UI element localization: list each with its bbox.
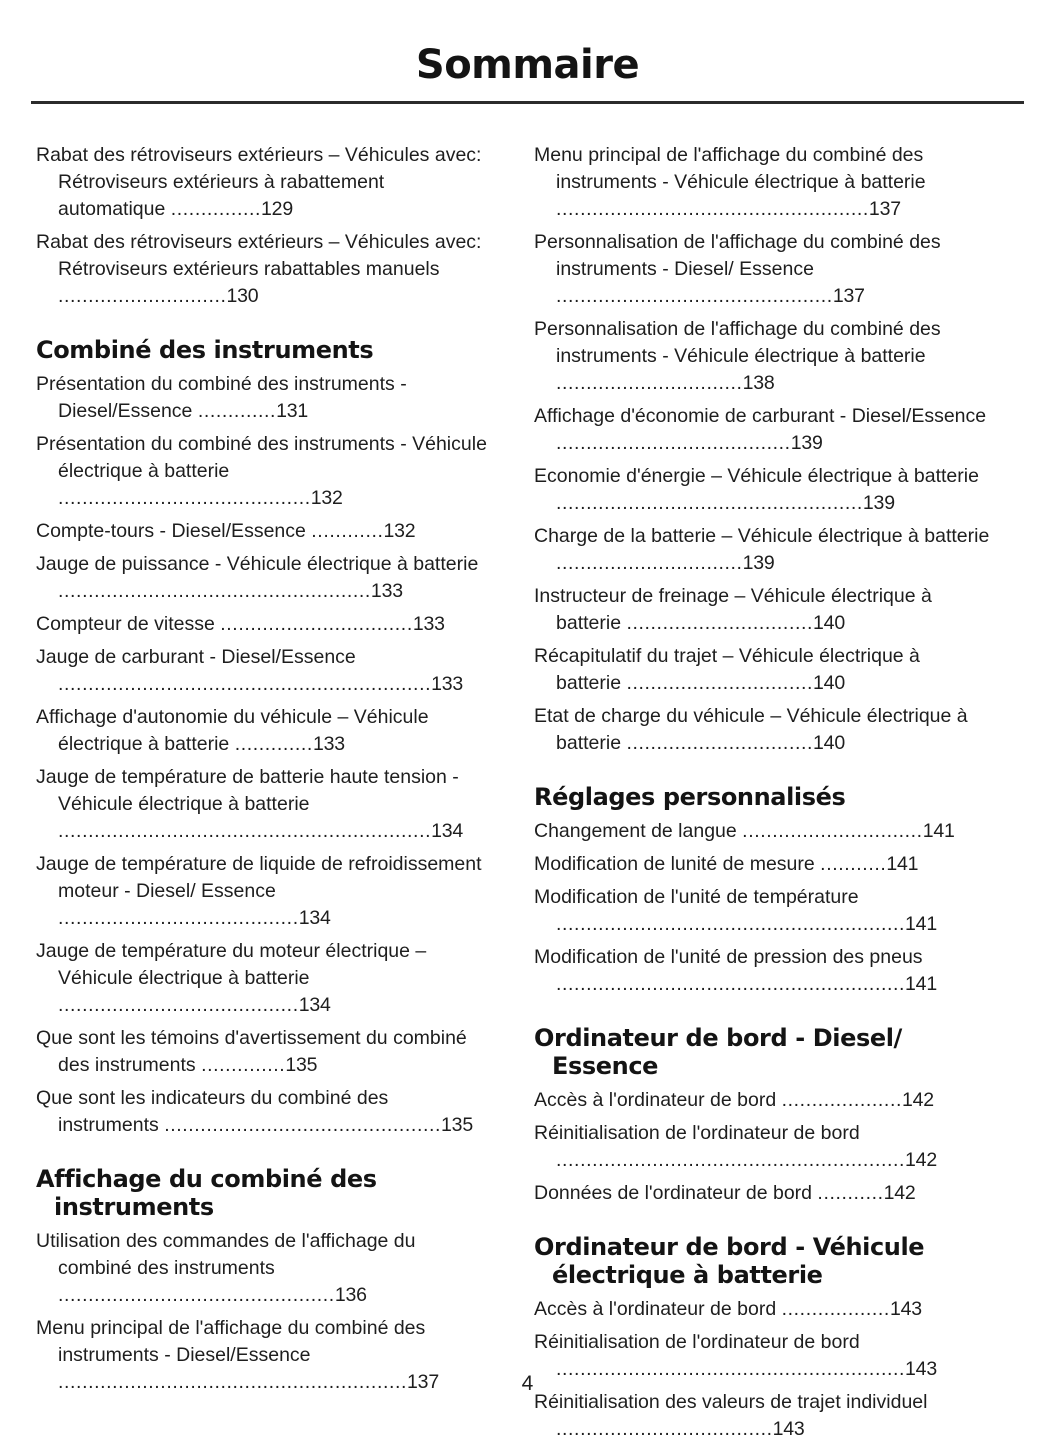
- header-divider: [31, 101, 1024, 104]
- heading-ordinateur-de-bord-electrique: Ordinateur de bord - Véhicule électrique à batterie: [534, 1233, 925, 1289]
- toc-entry-leader: ...............................: [626, 612, 814, 634]
- toc-entry-page-number: 140: [813, 732, 845, 754]
- toc-entry-leader: ..........................................................: [556, 1149, 906, 1171]
- toc-entry-title: Jauge de carburant - Diesel/Essence: [36, 646, 356, 668]
- entry-charge-de-la-batterie[interactable]: [534, 523, 990, 577]
- toc-entry-title: Jauge de puissance - Véhicule électrique à batterie: [36, 553, 479, 575]
- toc-entry-title: Présentation du combiné des instruments - Véhicule électrique à batterie: [36, 433, 487, 482]
- toc-entry-title: Que sont les témoins d'avertissement du combiné des instruments: [36, 1027, 467, 1076]
- toc-entry-page-number: 143: [772, 1418, 805, 1440]
- heading-ordinateur-de-bord-diesel: Ordinateur de bord - Diesel/ Essence: [534, 1024, 902, 1080]
- toc-entry-title: Accès à l'ordinateur de bord: [534, 1089, 782, 1111]
- toc-entry-title: Utilisation des commandes de l'affichage du combiné des instruments: [36, 1230, 416, 1279]
- entry-acces-ordinateur-de-bord-diesel[interactable]: [534, 1087, 990, 1114]
- toc-entry-leader: ..............................: [742, 820, 923, 842]
- toc-entry-leader: .......................................: [556, 432, 791, 454]
- toc-entry-leader: ...............................: [626, 732, 814, 754]
- toc-entry-page-number: 134: [298, 994, 331, 1016]
- toc-entry-title: Personnalisation de l'affichage du combiné des instruments - Diesel/ Essence: [534, 231, 941, 280]
- toc-entry-page-number: 135: [441, 1114, 473, 1136]
- toc-entry-title: Données de l'ordinateur de bord: [534, 1182, 818, 1204]
- toc-entry-leader: ...............: [170, 198, 262, 220]
- toc-entry-title: Rabat des rétroviseurs extérieurs – Véhicules avec: Rétroviseurs extérieurs à rabattement automatique: [36, 144, 482, 220]
- toc-entry-leader: ..............................................: [556, 285, 833, 307]
- entry-indicateurs-combine[interactable]: [36, 1085, 492, 1139]
- entry-compteur-de-vitesse[interactable]: [36, 611, 492, 638]
- toc-entry-page-number: 134: [298, 907, 331, 929]
- entry-rabat-retroviseurs-auto[interactable]: [36, 142, 492, 223]
- entry-utilisation-commandes-affichage[interactable]: [36, 1228, 492, 1309]
- toc-entry-leader: ..........................................................: [556, 913, 906, 935]
- entry-compte-tours[interactable]: [36, 518, 492, 545]
- toc-entry-page-number: 132: [310, 487, 343, 509]
- toc-entry-title: Modification de l'unité de température: [534, 886, 859, 908]
- toc-entry-title: Jauge de température de batterie haute tension - Véhicule électrique à batterie: [36, 766, 459, 815]
- toc-entry-title: Charge de la batterie – Véhicule électrique à batterie: [534, 525, 990, 547]
- toc-entry-title: Présentation du combiné des instruments - Diesel/Essence: [36, 373, 407, 422]
- toc-entry-page-number: 132: [383, 520, 416, 542]
- toc-entry-leader: ....................................................: [58, 580, 371, 602]
- entry-etat-de-charge-du-vehicule[interactable]: [534, 703, 990, 757]
- heading-combine-des-instruments: Combiné des instruments: [36, 336, 374, 364]
- entry-modification-unite-de-temperature[interactable]: [534, 884, 990, 938]
- entry-jauge-temperature-liquide-refroidissement[interactable]: [36, 851, 492, 932]
- entry-reinitialisation-valeurs-trajet[interactable]: [534, 1389, 990, 1443]
- toc-entry-leader: ..................: [781, 1298, 890, 1320]
- toc-entry-title: Modification de l'unité de pression des pneus: [534, 946, 923, 968]
- toc-entry-page-number: 137: [868, 198, 901, 220]
- toc-entry-leader: ...............................: [556, 552, 743, 574]
- entry-changement-de-langue[interactable]: [534, 818, 990, 845]
- toc-entry-leader: ........................................: [58, 994, 299, 1016]
- toc-entry-page-number: 133: [312, 733, 345, 755]
- toc-entry-title: Réinitialisation des valeurs de trajet individuel: [534, 1391, 928, 1413]
- toc-entry-leader: ....................: [781, 1089, 902, 1111]
- toc-entry-page-number: 139: [862, 492, 895, 514]
- toc-entry-page-number: 135: [285, 1054, 318, 1076]
- toc-entry-page-number: 133: [412, 613, 445, 635]
- toc-entry-title: Modification de lunité de mesure: [534, 853, 821, 875]
- toc-entry-page-number: 133: [431, 673, 464, 695]
- toc-entry-leader: ........................................: [58, 907, 299, 929]
- toc-columns: [36, 142, 1021, 1449]
- toc-right-column: [534, 142, 990, 1449]
- entry-jauge-temperature-moteur-electrique[interactable]: [36, 938, 492, 1019]
- toc-entry-leader: .............: [197, 400, 277, 422]
- toc-entry-title: Rabat des rétroviseurs extérieurs – Véhicules avec: Rétroviseurs extérieurs rabattables manuels: [36, 231, 482, 280]
- page-title: Sommaire: [415, 42, 640, 88]
- toc-entry-leader: ...............................: [556, 372, 743, 394]
- entry-rabat-retroviseurs-manuels[interactable]: [36, 229, 492, 310]
- toc-entry-title: Accès à l'ordinateur de bord: [534, 1298, 782, 1320]
- toc-entry-title: Affichage d'autonomie du véhicule – Véhicule électrique à batterie: [36, 706, 429, 755]
- toc-entry-page-number: 142: [901, 1089, 934, 1111]
- toc-entry-page-number: 129: [261, 198, 293, 220]
- toc-entry-leader: ....................................: [556, 1418, 773, 1440]
- toc-entry-leader: ..............................................: [164, 1114, 442, 1136]
- toc-entry-leader: ..........................................: [58, 487, 311, 509]
- heading-reglages-personnalises: Réglages personnalisés: [534, 783, 846, 811]
- toc-entry-page-number: 141: [922, 820, 955, 842]
- toc-entry-page-number: 137: [832, 285, 865, 307]
- toc-entry-page-number: 143: [889, 1298, 922, 1320]
- toc-entry-title: Compteur de vitesse: [36, 613, 221, 635]
- toc-entry-leader: ..............: [201, 1054, 286, 1076]
- toc-entry-title: Récapitulatif du trajet – Véhicule électrique à batterie: [534, 645, 920, 694]
- entry-reinitialisation-ordinateur-de-bord-diesel[interactable]: [534, 1120, 990, 1174]
- toc-entry-title: Affichage d'économie de carburant - Diesel/Essence: [534, 405, 987, 427]
- entry-instructeur-de-freinage[interactable]: [534, 583, 990, 637]
- entry-donnees-ordinateur-de-bord[interactable]: [534, 1180, 990, 1207]
- toc-entry-page-number: 131: [276, 400, 308, 422]
- toc-entry-page-number: 137: [407, 1371, 439, 1393]
- toc-entry-leader: ..........................................................: [556, 1358, 906, 1380]
- toc-entry-title: Réinitialisation de l'ordinateur de bord: [534, 1331, 860, 1353]
- entry-economie-energie[interactable]: [534, 463, 990, 517]
- toc-entry-title: Compte-tours - Diesel/Essence: [36, 520, 312, 542]
- toc-entry-title: Instructeur de freinage – Véhicule électrique à batterie: [534, 585, 932, 634]
- toc-entry-page-number: 134: [431, 820, 464, 842]
- toc-entry-page-number: 138: [742, 372, 775, 394]
- toc-entry-leader: ...............................: [626, 672, 814, 694]
- toc-entry-page-number: 133: [370, 580, 403, 602]
- entry-presentation-combine-electrique[interactable]: [36, 431, 492, 512]
- toc-entry-title: Menu principal de l'affichage du combiné des instruments - Diesel/Essence: [36, 1317, 426, 1366]
- toc-entry-leader: ....................................................: [556, 198, 869, 220]
- toc-entry-page-number: 140: [813, 672, 845, 694]
- page-number: 4: [521, 1372, 534, 1395]
- entry-menu-principal-affichage-electrique[interactable]: [534, 142, 990, 223]
- entry-modification-unite-pression-pneus[interactable]: [534, 944, 990, 998]
- toc-entry-page-number: 130: [226, 285, 259, 307]
- toc-entry-leader: ..............................................................: [58, 820, 432, 842]
- toc-entry-page-number: 142: [905, 1149, 937, 1171]
- toc-entry-leader: ................................: [220, 613, 413, 635]
- toc-entry-title: Jauge de température du moteur électrique – Véhicule électrique à batterie: [36, 940, 427, 989]
- entry-affichage-economie-carburant[interactable]: [534, 403, 990, 457]
- entry-personnalisation-affichage-diesel[interactable]: [534, 229, 990, 310]
- toc-entry-title: Changement de langue: [534, 820, 743, 842]
- toc-entry-page-number: 143: [905, 1358, 937, 1380]
- entry-modification-unite-de-mesure[interactable]: [534, 851, 990, 878]
- entry-affichage-autonomie[interactable]: [36, 704, 492, 758]
- toc-entry-page-number: 142: [883, 1182, 916, 1204]
- toc-entry-leader: ..........................................................: [58, 1371, 408, 1393]
- toc-entry-title: Menu principal de l'affichage du combiné des instruments - Véhicule électrique à batterie: [534, 144, 926, 193]
- toc-entry-title: Réinitialisation de l'ordinateur de bord: [534, 1122, 860, 1144]
- entry-jauge-temperature-batterie-haute-tension[interactable]: [36, 764, 492, 845]
- toc-entry-title: Que sont les indicateurs du combiné des instruments: [36, 1087, 389, 1136]
- entry-temoins-avertissement[interactable]: [36, 1025, 492, 1079]
- entry-jauge-de-puissance[interactable]: [36, 551, 492, 605]
- heading-affichage-du-combine-des-instruments: Affichage du combiné des instruments: [36, 1165, 377, 1221]
- toc-entry-title: Jauge de température de liquide de refroidissement moteur - Diesel/ Essence: [36, 853, 482, 902]
- entry-presentation-combine-diesel[interactable]: [36, 371, 492, 425]
- toc-entry-title: Etat de charge du véhicule – Véhicule électrique à batterie: [534, 705, 968, 754]
- toc-entry-leader: ..........................................................: [556, 973, 906, 995]
- toc-entry-leader: .............: [234, 733, 313, 755]
- toc-entry-title: Economie d'énergie – Véhicule électrique à batterie: [534, 465, 979, 487]
- toc-entry-page-number: 141: [905, 973, 937, 995]
- toc-entry-page-number: 139: [790, 432, 823, 454]
- toc-entry-page-number: 139: [742, 552, 775, 574]
- toc-entry-page-number: 141: [905, 913, 937, 935]
- toc-entry-leader: ...........: [817, 1182, 884, 1204]
- toc-left-column: [36, 142, 492, 1449]
- toc-entry-page-number: 136: [334, 1284, 367, 1306]
- toc-entry-leader: ...........: [820, 853, 887, 875]
- toc-entry-page-number: 141: [886, 853, 919, 875]
- toc-entry-leader: ..............................................: [58, 1284, 335, 1306]
- toc-entry-leader: ...................................................: [556, 492, 863, 514]
- toc-entry-title: Personnalisation de l'affichage du combiné des instruments - Véhicule électrique à batterie: [534, 318, 941, 367]
- toc-entry-leader: ..............................................................: [58, 673, 432, 695]
- toc-entry-page-number: 140: [813, 612, 845, 634]
- toc-entry-leader: ............................: [58, 285, 227, 307]
- entry-personnalisation-affichage-electrique[interactable]: [534, 316, 990, 397]
- entry-recapitulatif-du-trajet[interactable]: [534, 643, 990, 697]
- entry-jauge-de-carburant[interactable]: [36, 644, 492, 698]
- toc-entry-leader: ............: [311, 520, 384, 542]
- entry-acces-ordinateur-de-bord-electrique[interactable]: [534, 1296, 990, 1323]
